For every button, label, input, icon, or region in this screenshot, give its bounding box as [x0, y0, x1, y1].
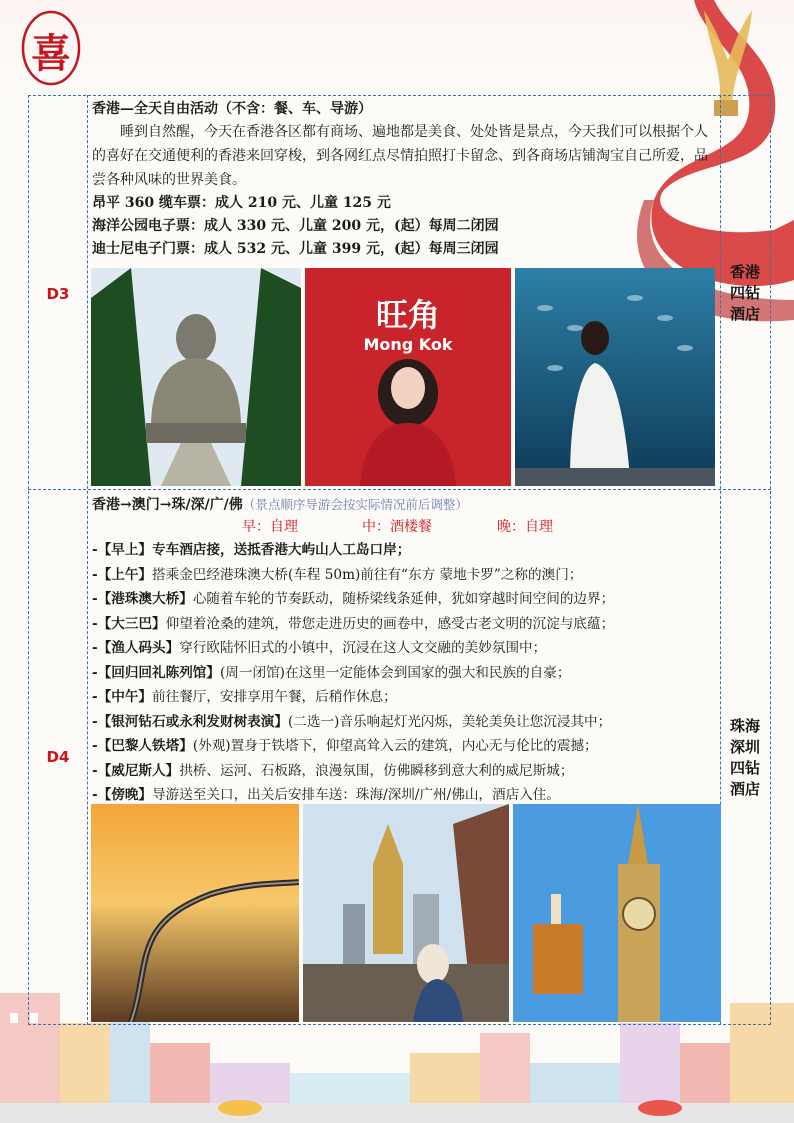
- d3-ticket-ngong-ping: 昂平 360 缆车票：成人 210 元、儿童 125 元: [92, 195, 391, 211]
- logo: [20, 8, 82, 88]
- d3-description: 睡到自然醒，今天在香港各区都有商场、遍地都是美食、处处皆是景点，今天我们可以根据个人的喜好在交通便利的香港来回穿梭，到各网红点尽情拍照打卡留念、到各商场店铺淘宝自己所爱，品尝各种风味的世界美食。: [92, 124, 708, 188]
- bridge-sunset-photo: [91, 804, 299, 1022]
- meal-lunch: 中：酒楼餐: [362, 519, 432, 535]
- d3-photo-strip: [91, 268, 715, 486]
- d4-item: [92, 734, 718, 759]
- mong-kok-sign-en: Mong Kok: [363, 335, 453, 354]
- d4-item-tag: -【巴黎人铁塔】: [92, 738, 193, 754]
- d3-hotel-line: 酒店: [729, 305, 760, 323]
- d3-ticket-ocean-park: 海洋公园电子票：成人 330 元、儿童 200 元，(起）每周二闭园: [92, 218, 499, 234]
- d4-item-text: (外观)置身于铁塔下，仰望高耸入云的建筑，内心无与伦比的震撼；: [192, 738, 598, 754]
- d3-content: [92, 98, 718, 261]
- d4-item-text: 前往餐厅，安排享用午餐，后稍作休息；: [152, 689, 397, 705]
- d3-hotel: [722, 262, 768, 325]
- d4-item: [92, 759, 718, 784]
- d3-hotel-line: 四钻: [729, 284, 760, 302]
- d4-item-tag: -【中午】: [92, 689, 153, 705]
- d4-item: [92, 661, 718, 686]
- d4-item-text: 穿行欧陆怀旧式的小镇中，沉浸在这人文交融的美妙氛围中；: [179, 640, 547, 656]
- d4-item-tag: -【港珠澳大桥】: [92, 591, 193, 607]
- column-divider-left: [87, 95, 88, 1025]
- d4-photo-strip: [91, 804, 721, 1022]
- mong-kok-sign-cn: 旺角: [375, 296, 441, 334]
- day-label-d4: D4: [46, 748, 70, 766]
- macau-skyline-photo: [303, 804, 509, 1022]
- d4-hotel-line: 深圳: [729, 738, 760, 756]
- d4-item: [92, 563, 718, 588]
- d4-item-text: 导游送至关口，出关后安排车送：珠海/深圳/广州/佛山，酒店入住。: [152, 787, 560, 803]
- d4-item-tag: -【银河钻石或永利发财树表演】: [92, 713, 288, 730]
- d4-item-text: 拱桥、运河、石板路，浪漫氛围，仿佛瞬移到意大利的威尼斯城；: [179, 762, 574, 779]
- d4-item: [92, 612, 718, 637]
- d4-meals: [92, 516, 718, 538]
- clock-tower-photo: [513, 804, 721, 1022]
- d4-item-tag: -【渔人码头】: [92, 640, 180, 656]
- d4-hotel-line: 四钻: [729, 759, 760, 777]
- d4-item-tag: -【早上】: [92, 542, 153, 558]
- d4-item-text: (周一闭馆)在这里一定能体会到国家的强大和民族的自豪；: [220, 664, 571, 681]
- d4-title: 香港→澳门→珠/深/广/佛: [92, 497, 243, 513]
- d3-title: 香港—全天自由活动（不含：餐、车、导游）: [92, 101, 372, 117]
- meal-dinner: 晚：自理: [497, 519, 553, 535]
- big-buddha-photo: [91, 268, 301, 486]
- d4-note: （景点顺序导游会按实际情况前后调整）: [242, 497, 468, 512]
- d4-item-text: 搭乘金巴经港珠澳大桥(车程 50m)前往有“东方 蒙地卡罗”之称的澳门；: [152, 566, 583, 583]
- d4-item-tag: -【大三巴】: [92, 615, 166, 632]
- d4-item-text: 专车酒店接，送抵香港大屿山人工岛口岸；: [152, 542, 411, 558]
- d4-hotel-line: 珠海: [729, 717, 760, 735]
- d4-item-list: [92, 538, 718, 808]
- d4-hotel: [722, 716, 768, 800]
- d4-item: [92, 538, 718, 563]
- d3-hotel-line: 香港: [729, 263, 760, 281]
- aquarium-photo: [515, 268, 715, 486]
- day-label-d3: D3: [46, 285, 70, 303]
- d4-item: [92, 587, 718, 612]
- d4-hotel-line: 酒店: [729, 780, 760, 798]
- d4-item-text: 仰望着沧桑的建筑，带您走进历史的画卷中，感受古老文明的沉淀与底蕴；: [165, 615, 615, 632]
- row-divider: [28, 489, 771, 490]
- d4-item-tag: -【威尼斯人】: [92, 762, 180, 779]
- mong-kok-photo: [305, 268, 511, 486]
- d4-item-tag: -【傍晚】: [92, 787, 153, 803]
- d4-item-text: 心随着车轮的节奏跃动，随桥梁线条延伸，犹如穿越时间空间的边界；: [192, 591, 615, 607]
- d4-item-tag: -【回归回礼陈列馆】: [92, 664, 220, 681]
- logo-character: 喜: [31, 30, 71, 77]
- d4-item-text: (二选一)音乐响起灯光闪烁，美轮美奂让您沉浸其中；: [287, 713, 612, 730]
- d4-item: [92, 685, 718, 710]
- d4-item-tag: -【上午】: [92, 566, 153, 583]
- d4-item: [92, 710, 718, 735]
- d3-ticket-disney: 迪士尼电子门票：成人 532 元、儿童 399 元，(起）每周三闭园: [92, 241, 499, 257]
- d4-content: [92, 494, 718, 808]
- meal-breakfast: 早：自理: [242, 519, 298, 535]
- d4-item: [92, 636, 718, 661]
